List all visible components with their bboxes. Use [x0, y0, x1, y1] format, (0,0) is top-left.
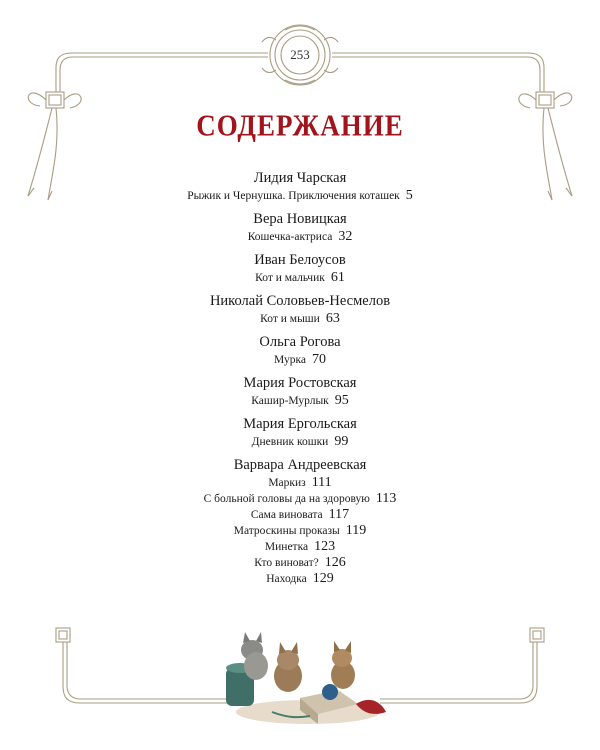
toc-entry-title: Сама виновата [250, 509, 323, 521]
page-number: 253 [290, 47, 310, 62]
toc-entry [0, 352, 600, 368]
table-of-contents [0, 168, 600, 592]
toc-entry-page: 111 [311, 475, 332, 490]
toc-entry-page: 5 [405, 188, 413, 203]
toc-entry-title: Кот и мыши [260, 313, 320, 325]
toc-group [0, 332, 600, 368]
toc-entry-title: Кот и мальчик [255, 272, 325, 284]
toc-entry-title: Рыжик и Чернушка. Приключения коташек [187, 190, 400, 202]
toc-author: Мария Ергольская [243, 416, 357, 432]
toc-entry-title: Кошечка-актриса [247, 231, 333, 243]
toc-entry-page: 63 [325, 311, 340, 326]
toc-entry [0, 188, 600, 204]
toc-entry [0, 311, 600, 327]
page-title: СОДЕРЖАНИЕ [196, 107, 404, 143]
toc-entry-page: 119 [345, 523, 367, 538]
toc-entry-title: Кашир-Мурлык [251, 395, 329, 407]
toc-entry [0, 393, 600, 409]
toc-group [0, 209, 600, 245]
toc-author: Лидия Чарская [253, 170, 347, 186]
toc-entry-title: Мурка [274, 354, 306, 366]
toc-group [0, 373, 600, 409]
toc-entry-page: 70 [311, 352, 326, 367]
toc-entry [0, 270, 600, 286]
toc-entry [0, 434, 600, 450]
toc-entry [0, 571, 600, 587]
toc-entry-title: Маркиз [268, 477, 306, 489]
toc-author: Вера Новицкая [253, 211, 347, 227]
toc-group [0, 455, 600, 587]
toc-entry-title: Матроскины проказы [233, 525, 340, 537]
toc-entry [0, 229, 600, 245]
toc-entry-page: 113 [375, 491, 397, 506]
toc-entry-page: 32 [338, 229, 353, 244]
toc-group [0, 250, 600, 286]
toc-author: Иван Белоусов [254, 252, 346, 268]
toc-entry-title: Кто виноват? [254, 557, 319, 569]
toc-entry-page: 126 [324, 555, 346, 570]
toc-group [0, 291, 600, 327]
toc-author: Ольга Рогова [259, 334, 341, 350]
kittens-illustration [218, 620, 388, 730]
toc-entry-title: Дневник кошки [251, 436, 329, 448]
toc-author: Николай Соловьев-Несмелов [209, 293, 391, 309]
toc-author: Мария Ростовская [243, 375, 357, 391]
toc-entry [0, 555, 600, 571]
toc-entry-title: Минетка [264, 541, 309, 553]
toc-entry-page: 61 [330, 270, 345, 285]
toc-entry-page: 95 [334, 393, 349, 408]
toc-entry [0, 475, 600, 491]
toc-entry-page: 129 [312, 571, 334, 586]
toc-entry-title: С больной головы да на здоровую [203, 493, 370, 505]
toc-entry [0, 539, 600, 555]
toc-entry-page: 117 [328, 507, 350, 522]
toc-group [0, 168, 600, 204]
toc-entry [0, 491, 600, 507]
toc-entry-page: 123 [314, 539, 336, 554]
toc-entry-title: Находка [266, 573, 307, 585]
toc-entry [0, 507, 600, 523]
toc-group [0, 414, 600, 450]
toc-author: Варвара Андреевская [233, 457, 367, 473]
toc-entry-page: 99 [334, 434, 349, 449]
toc-entry [0, 523, 600, 539]
